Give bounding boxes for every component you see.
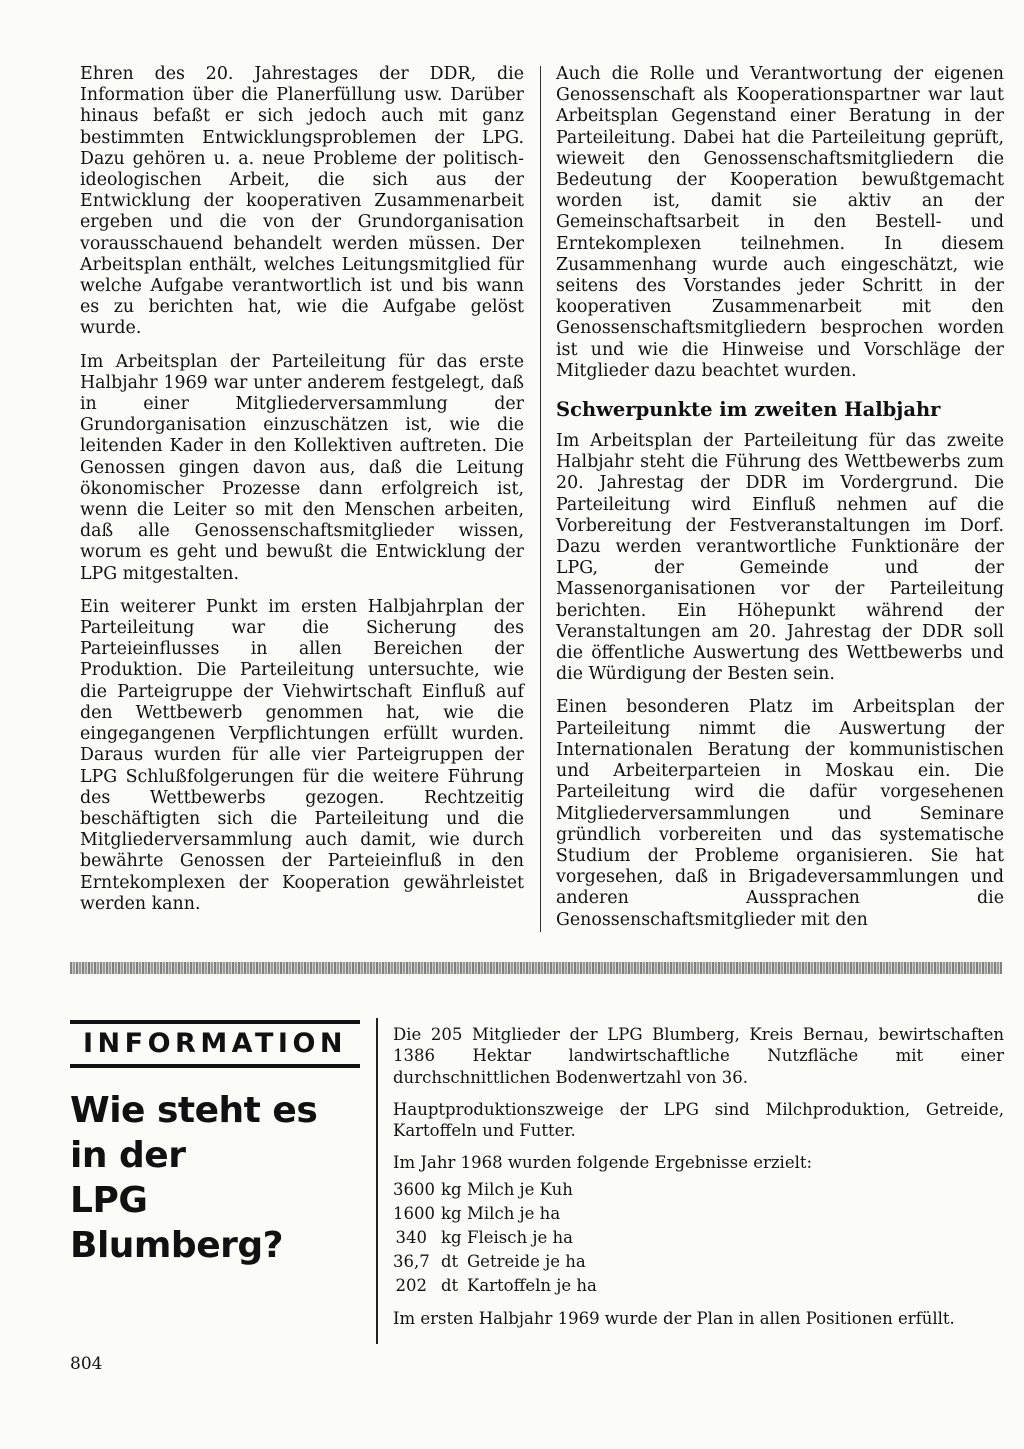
title-line: LPG Blumberg?	[70, 1180, 284, 1266]
result-row	[393, 1250, 1004, 1274]
result-label: Milch je ha	[467, 1203, 561, 1223]
result-unit: dt	[441, 1251, 459, 1271]
result-label: Getreide je ha	[467, 1251, 586, 1271]
result-unit: kg	[441, 1179, 462, 1199]
title-line: Wie steht es	[70, 1090, 318, 1131]
result-unit: kg	[441, 1203, 462, 1223]
information-divider	[376, 1018, 378, 1344]
result-row	[393, 1226, 1004, 1250]
information-title	[70, 1088, 360, 1268]
result-row	[393, 1178, 1004, 1202]
section-separator	[70, 962, 1002, 974]
result-row	[393, 1202, 1004, 1226]
paragraph: Im Arbeitsplan der Parteileitung für das zweite Halbjahr steht die Führung des Wettbewerbs zum 20. Jahrestag der DDR im Vordergrund. Die Parteileitung wird Einfluß nehmen auf die Vorbereitung der Festveranstaltungen im Dorf. Dazu werden verantwortliche Funktionäre der LPG, der Gemeinde und der Massenorganisationen vor der Parteileitung berichten. Ein Höhepunkt während der Veranstaltungen am 20. Jahrestag der DDR soll die öffentliche Auswertung des Wettbewerbs und die Würdigung der Besten sein.	[556, 431, 1004, 685]
result-value: 202	[395, 1275, 427, 1295]
result-unit: kg	[441, 1227, 462, 1247]
result-label: Fleisch je ha	[467, 1227, 573, 1247]
result-value: 3600	[393, 1179, 435, 1199]
results-table	[393, 1178, 1004, 1298]
column-divider	[540, 66, 541, 932]
paragraph: Ehren des 20. Jahrestages der DDR, die Information über die Planerfüllung usw. Darüber hinaus befaßt er sich jedoch auch mit ganz bestimmten Entwicklungsproblemen der LPG. Dazu gehören u. a. neue Probleme der politisch-ideologischen Arbeit, die sich aus der Entwicklung der kooperativen Zusammenarbeit ergeben und die von der Grundorganisation vorausschauend behandelt werden müssen. Der Arbeitsplan enthält, welches Leitungsmitglied für welche Aufgabe verantwortlich ist und bis wann es zu berichten hat, wie die Aufgabe gelöst wurde.	[80, 64, 524, 339]
result-value: 340	[395, 1227, 427, 1247]
info-conclusion: Im ersten Halbjahr 1969 wurde der Plan in allen Positionen erfüllt.	[393, 1308, 955, 1328]
paragraph: Im Arbeitsplan der Parteileitung für das erste Halbjahr 1969 war unter anderem festgelegt, daß in einer Mitgliederversammlung der Grundorganisation einzuschätzen ist, wie die leitenden Kader in den Kollektiven auftreten. Die Genossen gingen davon aus, daß die Leitung ökonomischer Prozesse dann erfolgreich ist, wenn die Leiter so mit den Menschen arbeiten, daß alle Genossenschaftsmitglieder wissen, worum es geht und bewußt die Entwicklung der LPG mitgestalten.	[80, 351, 524, 584]
information-body	[393, 1024, 1004, 1340]
info-results-intro: Im Jahr 1968 wurden folgende Ergebnisse erzielt:	[393, 1153, 813, 1173]
result-row	[393, 1274, 1004, 1298]
info-intro: Die 205 Mitglieder der LPG Blumberg, Kreis Bernau, bewirtschaften 1386 Hektar landwirtschaftliche Nutzfläche mit einer durchschnittlichen Bodenwertzahl von 36.	[393, 1025, 1004, 1087]
article-right-column	[556, 64, 1004, 943]
paragraph: Ein weiterer Punkt im ersten Halbjahrplan der Parteileitung war die Sicherung des Parteieinflusses in allen Bereichen der Produktion. Die Parteileitung untersuchte, wie die Parteigruppe der Viehwirtschaft Einfluß auf den Wettbewerb genommen hat, wie die eingegangenen Verpflichtungen erfüllt wurden. Daraus wurden für alle vier Parteigruppen der LPG Schlußfolgerungen für die weitere Führung des Wettbewerbs gezogen. Rechtzeitig beschäftigten sich die Parteileitung und die Mitgliederversammlung auch damit, wie durch bewährte Genossen der Parteieinfluß in den Erntekomplexen der Kooperation gewährleistet werden kann.	[80, 596, 524, 914]
result-label: Kartoffeln je ha	[467, 1275, 597, 1295]
result-unit: dt	[441, 1275, 459, 1295]
result-value: 36,7	[393, 1251, 430, 1271]
result-value: 1600	[393, 1203, 435, 1223]
information-label: INFORMATION	[70, 1020, 360, 1068]
page-number: 804	[70, 1354, 103, 1374]
paragraph: Auch die Rolle und Verantwortung der eigenen Genossenschaft als Kooperationspartner war laut Arbeitsplan Gegenstand einer Beratung in der Parteileitung. Dabei hat die Parteileitung geprüft, wieweit den Genossenschaftsmitgliedern die Bedeutung der Kooperation bewußtgemacht worden ist, damit sie aktiv an der Gemeinschaftsarbeit in den Bestell- und Erntekomplexen teilnehmen. In diesem Zusammenhang wurde auch eingeschätzt, wie seitens des Vorstandes jeder Schritt in der kooperativen Zusammenarbeit mit den Genossenschaftsmitgliedern besprochen worden ist und wie die Hinweise und Vorschläge der Mitglieder dazu beachtet wurden.	[556, 64, 1004, 381]
article-left-column	[80, 64, 524, 927]
result-label: Milch je Kuh	[467, 1179, 573, 1199]
paragraph: Einen besonderen Platz im Arbeitsplan der Parteileitung nimmt die Auswertung der Internationalen Beratung der kommunistischen und Arbeiterparteien in Moskau ein. Die Parteileitung wird die dafür vorgesehenen Mitgliederversammlungen und Seminare gründlich vorbereiten und das systematische Studium der Probleme organisieren. Sie hat vorgesehen, daß in Brigadeversammlungen und anderen Aussprachen die Genossenschaftsmitglieder mit den	[556, 697, 1004, 930]
info-production: Hauptproduktionszweige der LPG sind Milchproduktion, Getreide, Kartoffeln und Futter.	[393, 1099, 1004, 1141]
section-heading: Schwerpunkte im zweiten Halbjahr	[556, 398, 941, 422]
title-line: in der	[70, 1135, 186, 1176]
